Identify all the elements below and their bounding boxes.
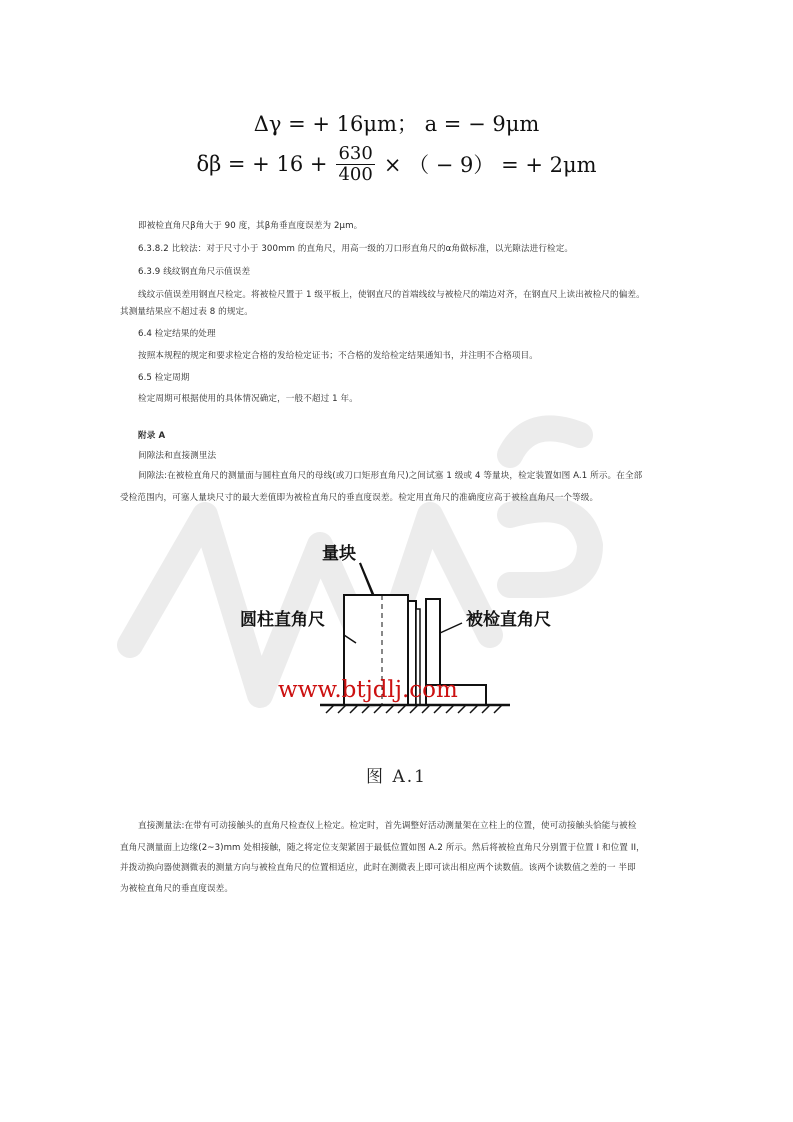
tested-label-tick xyxy=(440,623,462,633)
label-cylinder-square: 圆柱直角尺 xyxy=(240,610,325,630)
paragraph-6-3-8-2: 6.3.8.2 比较法：对于尺寸小于 300mm 的直角尺，用高一级的刀口形直角尺的α角做标准，以光隙法进行检定。 xyxy=(138,244,574,254)
formula-line-2-left: δβ = + 16 + xyxy=(196,152,328,176)
fraction-denominator: 400 xyxy=(338,163,373,185)
paragraph-gap-method-line-1: 间隙法:在被检直角尺的测量面与圆柱直角尺的母线(或刀口矩形直角尺)之间试塞 1 级或 4 等量块，检定装置如图 A.1 所示。在全部 xyxy=(138,471,643,481)
paragraph-direct-line-2: 直角尺测量面上边缘(2~3)mm 处相接触，随之将定位支架紧固于最低位置如图 A.2 所示。然后将被检直角尺分别置于位置 I 和位置 II， xyxy=(120,843,645,853)
formula-line-2-right: × （ − 9） = + 2μm xyxy=(383,153,597,177)
paragraph-direct-line-1: 直接测量法:在带有可动接触头的直角尺检查仪上检定。检定时，首先调整好活动测量架在立柱上的位置，使可动接触头恰能与被检 xyxy=(138,821,637,831)
paragraph-direct-line-4: 为被检直角尺的垂直度误差。 xyxy=(120,884,234,894)
heading-6-3-9: 6.3.9 线纹钢直角尺示值误差 xyxy=(138,267,251,277)
formula-line-1: Δγ = + 16μm； a = − 9μm xyxy=(253,112,540,136)
label-gauge-block: 量块 xyxy=(322,544,356,564)
heading-6-4: 6.4 检定结果的处理 xyxy=(138,329,216,339)
formula-line-2 xyxy=(0,140,793,188)
paragraph-direct-line-3: 并拨动换向器使测微表的测量方向与被检直角尺的位置相适应，此时在测微表上即可读出相应两个读数值。该两个读数值之差的一 半即 xyxy=(120,863,636,873)
paragraph-6-3-9-line-1: 线纹示值误差用钢直尺检定。将被检尺置于 1 级平板上，使钢直尺的首端线纹与被检尺的端边对齐，在钢直尺上读出被检尺的偏差。 xyxy=(138,290,645,300)
formula-fraction xyxy=(336,144,374,185)
paragraph-gap-method-line-2: 受检范围内，可塞人量块尺寸的最大差值即为被检直角尺的垂直度误差。检定用直角尺的准确度应高于被检直角尺一个等级。 xyxy=(120,493,599,503)
appendix-subtitle: 间隙法和直接测里法 xyxy=(138,451,217,461)
paragraph-6-3-9-line-2: 其测量结果应不超过表 8 的规定。 xyxy=(120,307,253,317)
fraction-numerator: 630 xyxy=(338,142,373,164)
figure-a1-diagram xyxy=(230,535,560,790)
appendix-title: 附录 A xyxy=(138,431,166,441)
paragraph-6-4: 按照本规程的规定和要求检定合格的发给检定证书；不合格的发给检定结果通知书，并注明不合格项目。 xyxy=(138,351,538,361)
paragraph-6-5: 检定周期可根据使用的具体情况确定，一般不超过 1 年。 xyxy=(138,394,358,404)
url-overlay: www.btjdlj.com xyxy=(278,677,458,703)
heading-6-5: 6.5 检定周期 xyxy=(138,373,190,383)
figure-caption: 图 A.1 xyxy=(366,767,427,787)
paragraph-beta-result: 即被检直角尺β角大于 90 度，其β角垂直度误差为 2μm。 xyxy=(138,221,363,231)
label-tested-square: 被检直角尺 xyxy=(466,610,551,630)
